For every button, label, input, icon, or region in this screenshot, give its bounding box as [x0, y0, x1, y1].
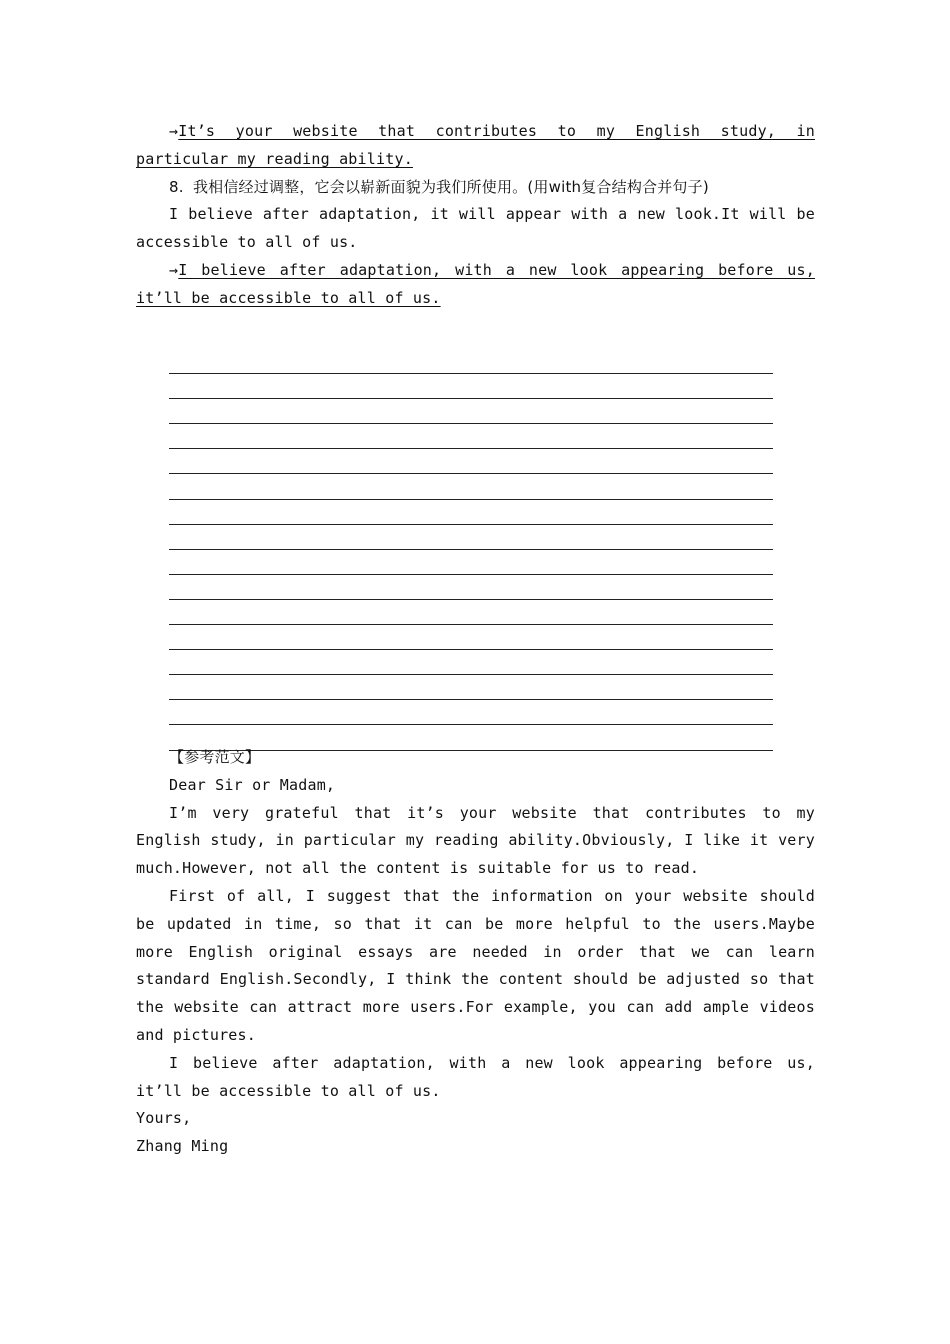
essay-paragraph-2: First of all, I suggest that the information on your website should be updated in time, so that it can be more helpful to the users.Maybe more English original essays are needed in order that we can learn standard English.Secondly, I think the content should be adjusted so that the website can attract more users.For example, you can add ample videos and pictures. [136, 886, 815, 1044]
answer-8 [136, 257, 815, 313]
model-essay-heading: 【参考范文】 [169, 748, 261, 766]
writing-line [169, 575, 773, 600]
question-8 [136, 174, 815, 202]
writing-line [169, 500, 773, 525]
answer-7 [136, 118, 815, 174]
writing-line [169, 600, 773, 625]
answer-7-text: It’s your website that contributes to my English study, in particular my reading ability. [136, 122, 815, 168]
closing: Yours, [136, 1109, 192, 1128]
writing-lines [169, 349, 773, 751]
essay-paragraph-3: I believe after adaptation, with a new look appearing before us, it’ll be accessible to all of us. [136, 1053, 815, 1100]
answer-8-text: I believe after adaptation, with a new look appearing before us, it’ll be accessible to all of us. [136, 260, 815, 307]
question-8-original: I believe after adaptation, it will appear with a new look.It will be accessible to all of us. [136, 205, 815, 252]
writing-line [169, 700, 773, 725]
writing-line [169, 424, 773, 449]
question-8-number: 8. [169, 177, 184, 196]
arrow-icon: → [169, 122, 179, 140]
essay-paragraph-1: I’m very grateful that it’s your website that contributes to my English study, in particular my reading ability.Obviously, I like it very much.However, not all the content is suitable for us to read. [136, 803, 815, 878]
writing-line [169, 474, 773, 499]
salutation: Dear Sir or Madam, [169, 775, 336, 794]
writing-line [169, 675, 773, 700]
writing-line [169, 399, 773, 424]
signature: Zhang Ming [136, 1137, 229, 1156]
exercise-section [136, 118, 815, 313]
writing-line [169, 374, 773, 399]
question-8-prompt: 我相信经过调整，它会以崭新面貌为我们所使用。(用with复合结构合并句子) [192, 177, 709, 196]
writing-line [169, 449, 773, 474]
writing-line [169, 550, 773, 575]
model-essay [136, 744, 815, 1161]
arrow-icon: → [169, 260, 179, 279]
writing-line [169, 625, 773, 650]
writing-line [169, 525, 773, 550]
writing-line [169, 650, 773, 675]
writing-line [169, 349, 773, 374]
